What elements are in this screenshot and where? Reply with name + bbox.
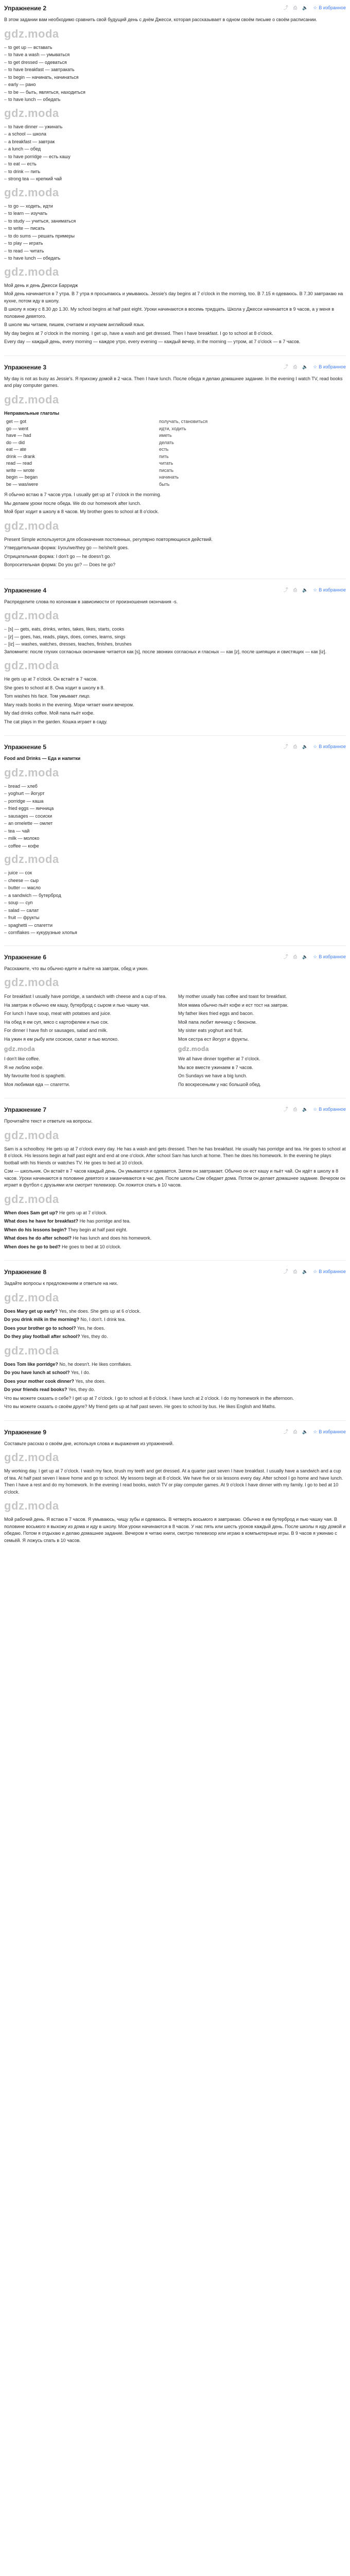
exercise-toolbar [284, 954, 346, 961]
paragraph: В школу я хожу с 8.30 до 1.30. My school begins at half past eight. Уроки начинаются в восемь тридцать. Школа у Джесси начинается в 9 часов, а у меня в половине девятого. [4, 307, 334, 319]
site-watermark: gdz.moda [4, 393, 59, 406]
list-item: – to learn — изучать [4, 210, 346, 217]
share-icon[interactable]: ⤴ [283, 1429, 288, 1434]
verb-form: be — was/were [6, 481, 39, 487]
list-item: – bread — хлеб [4, 783, 346, 790]
paragraph: My father likes fried eggs and bacon. [178, 1011, 254, 1016]
qa-list [4, 1210, 346, 1251]
example-sentence: My dad drinks coffee. Мой папа пьёт кофе. [4, 710, 95, 716]
table-row [4, 432, 346, 439]
paragraph: Мы делаем уроки после обеда. We do our homework after lunch. [4, 500, 141, 506]
question: Do you have lunch at school? [4, 1370, 70, 1375]
paragraph: Моя мама обычно пьёт кофе и ест тост на завтрак. [178, 1002, 289, 1008]
list-item: – a lunch — обед [4, 146, 346, 153]
right-column [178, 993, 346, 1090]
question: What does he have for breakfast? [4, 1218, 79, 1224]
paragraph: Я не люблю кофе. [4, 1064, 44, 1070]
paragraph: My day begins at 7 o'clock in the morning. I get up, have a wash and get dressed. Then I have breakfast. I go to school at 8 o'clock. [4, 330, 273, 336]
qa-item [4, 1244, 346, 1251]
exercise-title: Упражнение 6 [4, 953, 46, 961]
verb-translation: получать, становиться [159, 419, 208, 424]
list-item: – a school — школа [4, 131, 346, 138]
paragraph: По воскресеньям у нас большой обед. [178, 1081, 261, 1087]
list-item: – to have lunch — обедать [4, 255, 346, 262]
share-icon[interactable]: ⤴ [283, 954, 288, 959]
verb-translation: идти, ходить [159, 426, 186, 431]
exercise-intro: Прочитайте текст и ответьте на вопросы. [4, 1118, 93, 1124]
paragraph: Что вы можете сказать о своём друге? My friend gets up at half past seven. He goes to school by bus. He likes English and Maths. [4, 1404, 276, 1409]
print-icon[interactable]: ⎙ [293, 1269, 297, 1275]
favorites-label: В избранное [319, 744, 346, 750]
paragraph: On Sundays we have a big lunch. [178, 1073, 248, 1078]
list-item: – to study — учиться, заниматься [4, 218, 346, 225]
share-icon[interactable]: ⤴ [283, 364, 288, 369]
star-icon: ☆ [313, 1269, 318, 1275]
share-icon[interactable]: ⤴ [283, 1269, 288, 1275]
print-icon[interactable]: ⎙ [293, 587, 297, 592]
list-item: – butter — масло [4, 885, 346, 892]
list-item: – [z] — goes, has, reads, plays, does, comes, learns, sings [4, 634, 346, 641]
exercise-section [4, 359, 346, 575]
paragraph: My sister eats yoghurt and fruit. [178, 1028, 243, 1033]
list-item: – [iz] — washes, watches, dresses, teaches, finishes, brushes [4, 641, 346, 648]
paragraph: Моя сестра ест йогурт и фрукты. [178, 1036, 249, 1042]
list-item: – cornflakes — кукурузные хлопья [4, 929, 346, 937]
paragraph: Что вы можете сказать о себе? I get up at 7 o'clock. I go to school at 8 o'clock. I have lunch at 2 o'clock. I do my homework in the afternoon. [4, 1395, 294, 1401]
two-column-text [4, 993, 346, 1090]
paragraph: Вопросительная форма: Do you go? — Does he go? [4, 562, 116, 567]
verb-form: write — wrote [6, 467, 35, 473]
table-row [4, 481, 346, 488]
star-icon: ☆ [313, 954, 318, 959]
exercise-intro: В этом задании вам необходимо сравнить свой будущий день с днём Джесси, которая рассказывает в одном своём письме о своём расписании. [4, 17, 317, 22]
paragraph: My mother usually has coffee and toast for breakfast. [178, 994, 287, 999]
list-item: – a sandwich — бутерброд [4, 892, 346, 900]
answer: They begin at half past eight. [67, 1227, 128, 1232]
exercise-title: Упражнение 9 [4, 1428, 46, 1436]
site-watermark: gdz.moda [4, 1344, 59, 1357]
exercise-title: Упражнение 2 [4, 5, 46, 12]
verb-translation: писать [159, 467, 174, 473]
example-sentence: Tom washes his face. Том умывает лицо. [4, 693, 91, 699]
site-watermark: gdz.moda [4, 1045, 35, 1053]
question: When does he go to bed? [4, 1244, 61, 1249]
exercise-intro: Составьте рассказ о своём дне, используя слова и выражения из упражнений. [4, 1440, 174, 1446]
table-row [4, 460, 346, 467]
qa-item [4, 1369, 346, 1377]
list-item: – [s] — gets, eats, drinks, writes, takes, likes, starts, cooks [4, 626, 346, 633]
verb-translation: быть [159, 481, 170, 487]
qa-item [4, 1386, 346, 1394]
list-item: – strong tea — крепкий чай [4, 176, 346, 183]
table-row [4, 439, 346, 447]
list-item: – to get up — вставать [4, 44, 346, 52]
paragraph: Every day — каждый день, every morning — каждое утро, every evening — каждый вечер, in the morning — утром, at 7 o'clock — в 7 часов. [4, 339, 301, 344]
answer: No, I don't. I drink tea. [80, 1317, 126, 1322]
list-item: – cheese — сыр [4, 877, 346, 885]
list-item: – juice — сок [4, 870, 346, 877]
list-item: – to do sums — решать примеры [4, 233, 346, 240]
answer: Yes, she does. She gets up at 6 o'clock. [59, 1308, 141, 1314]
qa-item [4, 1316, 346, 1324]
print-icon[interactable]: ⎙ [293, 364, 297, 369]
verb-form: get — got [6, 419, 27, 424]
exercise-section [4, 1424, 346, 1551]
site-watermark: gdz.moda [4, 659, 59, 672]
share-icon[interactable]: ⤴ [283, 744, 288, 750]
list-item: – salad — салат [4, 907, 346, 914]
qa-item [4, 1218, 346, 1225]
exercise-title: Упражнение 4 [4, 586, 46, 594]
question: Do they play football after school? [4, 1334, 80, 1339]
left-column [4, 993, 172, 1090]
answer: Yes, I do. [71, 1370, 91, 1375]
site-watermark: gdz.moda [4, 766, 59, 779]
exercise-intro: Распределите слова по колонкам в зависимости от произношения окончания -s. [4, 599, 178, 604]
question: Does your mother cook dinner? [4, 1378, 75, 1384]
exercise-title: Упражнение 8 [4, 1268, 46, 1276]
share-icon[interactable]: ⤴ [283, 1107, 288, 1112]
qa-item [4, 1333, 346, 1341]
favorites-label: В избранное [319, 1269, 346, 1275]
table-row [4, 453, 346, 461]
answer: Yes, they do. [81, 1334, 108, 1339]
question: When does Sam get up? [4, 1210, 58, 1215]
speaker-icon[interactable]: 🔈 [302, 1107, 308, 1112]
star-icon: ☆ [313, 744, 318, 750]
list-item: – to play — играть [4, 240, 346, 247]
section-divider [4, 945, 346, 946]
share-icon[interactable]: ⤴ [283, 587, 288, 592]
paragraph: На завтрак я обычно ем кашу, бутерброд с сыром и пью чашку чая. [4, 1002, 150, 1008]
exercise-header [4, 1267, 346, 1277]
exercise-section [4, 1101, 346, 1257]
verb-translation: есть [159, 447, 169, 452]
site-watermark: gdz.moda [4, 265, 59, 278]
exercise-toolbar [284, 1268, 346, 1276]
verb-translation: пить [159, 453, 169, 459]
star-icon: ☆ [313, 1429, 318, 1434]
add-to-favorites-button[interactable] [313, 743, 346, 751]
favorites-label: В избранное [319, 1429, 346, 1434]
list-item: – fried eggs — яичница [4, 805, 346, 812]
list-item: – a breakfast — завтрак [4, 139, 346, 146]
add-to-favorites-button[interactable] [313, 1106, 346, 1113]
paragraph: Мы все вместе ужинаем в 7 часов. [178, 1064, 253, 1070]
favorites-label: В избранное [319, 5, 346, 11]
list-item: – yoghurt — йогурт [4, 790, 346, 798]
question: Do you drink milk in the morning? [4, 1317, 80, 1322]
answer: He has porridge and tea. [79, 1218, 131, 1224]
example-sentence: She goes to school at 8. Она ходит в школу в 8. [4, 685, 105, 690]
table-row [4, 446, 346, 453]
paragraph: My working day. I get up at 7 o'clock. I wash my face, brush my teeth and get dressed. At a quarter past seven I have breakfast. I usually have a sandwich and a cup of tea. At half past seven I leave home and go to school. My lessons begin at 8 o'clock. We have five or six lessons every day. After school I go home and have lunch. Then I have a rest and do my homework. In the evening I read books, watch TV or play computer games. At 9 o'clock I have dinner with my family. I go to bed at 10 o'clock. [4, 1468, 343, 1495]
print-icon[interactable]: ⎙ [293, 1429, 297, 1434]
verb-form: have — had [6, 433, 31, 438]
site-watermark: gdz.moda [4, 106, 59, 120]
example-sentence: Mary reads books in the evening. Мэри читает книги вечером. [4, 702, 134, 707]
favorites-label: В избранное [319, 1107, 346, 1112]
paragraph: Сэм — школьник. Он встаёт в 7 часов каждый день. Он умывается и одевается. Затем он завтракает. Обычно он ест кашу и пьёт чай. Он идёт в школу в 8 часов. Уроки начинаются в половине девятого и заканчиваются в час дня. После школы Сэм обедает дома. Потом он делает домашнее задание. Вечером он играет в футбол с друзьями или смотрит телевизор. Он ложится спать в 10 часов. [4, 1168, 345, 1188]
table-row [4, 474, 346, 481]
star-icon: ☆ [313, 587, 318, 592]
star-icon: ☆ [313, 364, 318, 369]
list-item: – spaghetti — спагетти [4, 922, 346, 929]
print-icon[interactable]: ⎙ [293, 1107, 297, 1112]
paragraph: Present Simple используется для обозначения постоянных, регулярно повторяющихся действий. [4, 536, 213, 542]
share-icon[interactable]: ⤴ [283, 5, 288, 11]
table-row [4, 426, 346, 433]
exercise-toolbar [284, 1106, 346, 1113]
question: What does he do after school? [4, 1235, 72, 1241]
list-item: – to have porridge — есть кашу [4, 154, 346, 161]
example-sentence: He gets up at 7 o'clock. Он встаёт в 7 часов. [4, 676, 98, 682]
paragraph: We all have dinner together at 7 o'clock. [178, 1056, 260, 1061]
paragraph: Мой день начинается в 7 утра. В 7 утра я просыпаюсь и умываюсь. Jessie's day begins at 7 o'clock in the morning, too. В 7.15 я одеваюсь. В 7.30 завтракаю на кухне, потом иду в школу. [4, 291, 343, 303]
section-divider [4, 735, 346, 736]
qa-item [4, 1378, 346, 1385]
site-watermark: gdz.moda [178, 1045, 209, 1053]
question: When do his lessons begin? [4, 1227, 67, 1232]
exercise-toolbar [284, 364, 346, 371]
qa-item [4, 1361, 346, 1368]
list-item: – to have breakfast — завтракать [4, 66, 346, 74]
exercise-intro: Food and Drinks — Еда и напитки [4, 756, 81, 761]
site-watermark: gdz.moda [4, 1192, 59, 1206]
speaker-icon[interactable]: 🔈 [302, 954, 308, 959]
exercise-title: Упражнение 7 [4, 1106, 46, 1113]
exercise-section [4, 949, 346, 1095]
list-item: – milk — молоко [4, 835, 346, 842]
paragraph: For breakfast I usually have porridge, a sandwich with cheese and a cup of tea. [4, 994, 167, 999]
print-icon[interactable]: ⎙ [293, 744, 297, 750]
list-item: – soup — суп [4, 900, 346, 907]
site-watermark: gdz.moda [4, 1499, 59, 1512]
paragraph: Sam is a schoolboy. He gets up at 7 o'clock every day. He has a wash and gets dressed. Then he has breakfast. He usually has porridge and tea. He goes to school at 8 o'clock. His lessons begin at half past eight and end at one o'clock. After school Sam has lunch at home. Then he does his homework. In the evening he plays football with his friends or watches TV. He goes to bed at 10 o'clock. [4, 1146, 346, 1165]
verb-form: do — did [6, 439, 25, 445]
exercise-section [4, 582, 346, 733]
add-to-favorites-button[interactable] [313, 364, 346, 371]
list-item: – to read — читать [4, 248, 346, 255]
verb-form: go — went [6, 426, 29, 431]
paragraph: Моя любимая еда — спагетти. [4, 1081, 70, 1087]
site-watermark: gdz.moda [4, 976, 59, 989]
exercise-section [4, 1264, 346, 1417]
exercise-header [4, 585, 346, 596]
table-row [4, 467, 346, 474]
paragraph: На обед я ем суп, мясо с картофелем и пью сок. [4, 1019, 109, 1025]
paragraph: Мой рабочий день. Я встаю в 7 часов. Я умываюсь, чищу зубы и одеваюсь. В четверть восьмого я завтракаю. Обычно я ем бутерброд и пью чашку чая. В половине восьмого я выхожу из дома и иду в школу. Мои уроки начинаются в 8 часов. У нас пять или шесть уроков каждый день. После школы я иду домой и обедаю. Потом я отдыхаю и делаю домашнее задание. Вечером я читаю книги, смотрю телевизор или играю в компьютерные игры. В 9 часов я ужинаю с семьёй. Я ложусь спать в 10 часов. [4, 1517, 346, 1543]
list-item: – to go — ходить, идти [4, 203, 346, 210]
vocabulary-list [4, 44, 346, 262]
list-item: – to get dressed — одеваться [4, 59, 346, 66]
list-item: – to have lunch — обедать [4, 96, 346, 104]
question: Does Tom like porridge? [4, 1361, 58, 1367]
exercise-toolbar [284, 5, 346, 12]
speaker-icon[interactable]: 🔈 [302, 1429, 308, 1434]
site-watermark: gdz.moda [4, 1291, 59, 1304]
list-item: – coffee — кофе [4, 843, 346, 850]
site-watermark: gdz.moda [4, 1128, 59, 1142]
site-watermark: gdz.moda [4, 519, 59, 532]
qa-item [4, 1235, 346, 1242]
verb-translation: начинать [159, 474, 179, 480]
speaker-icon[interactable]: 🔈 [302, 587, 308, 592]
list-item: – to begin — начинать, начинаться [4, 74, 346, 81]
exercise-header [4, 1105, 346, 1115]
list-item: – to have dinner — ужинать [4, 124, 346, 131]
paragraph: My favourite food is spaghetti. [4, 1073, 66, 1078]
list-item: – fruit — фрукты [4, 914, 346, 922]
section-divider [4, 1260, 346, 1261]
section-divider [4, 1420, 346, 1421]
verb-translation: читать [159, 461, 173, 466]
verb-table [4, 418, 346, 488]
favorites-label: В избранное [319, 364, 346, 369]
list-item: – early — рано [4, 81, 346, 89]
qa-item [4, 1325, 346, 1332]
star-icon: ☆ [313, 5, 318, 11]
site-watermark: gdz.moda [4, 609, 59, 622]
exercise-title: Упражнение 3 [4, 363, 46, 371]
paragraph: На ужин я ем рыбу или сосиски, салат и пью молоко. [4, 1036, 119, 1042]
paragraph: Запомните: после глухих согласных окончание читается как [s], после звонких согласных и гласных — как [z], после шипящих и свистящих — как [iz]. [4, 649, 327, 654]
favorites-label: В избранное [319, 587, 346, 592]
paragraph: For dinner I have fish or sausages, salad and milk. [4, 1028, 108, 1033]
list-item: – to drink — пить [4, 168, 346, 176]
speaker-icon[interactable]: 🔈 [302, 5, 308, 11]
answer: He goes to bed at 10 o'clock. [62, 1244, 121, 1249]
paragraph: Мой брат ходит в школу в 8 часов. My brother goes to school at 8 o'clock. [4, 509, 159, 514]
example-sentence: The cat plays in the garden. Кошка играет в саду. [4, 719, 108, 724]
list-item: – sausages — сосиски [4, 813, 346, 820]
exercise-intro: Задайте вопросы к предложениям и ответьте на них. [4, 1281, 118, 1286]
question: Does Mary get up early? [4, 1308, 58, 1314]
verb-form: eat — ate [6, 447, 27, 452]
answer: Yes, he does. [77, 1325, 106, 1331]
print-icon[interactable]: ⎙ [293, 954, 297, 959]
answer: Yes, they do. [68, 1387, 95, 1392]
paragraph: Я обычно встаю в 7 часов утра. I usually get up at 7 o'clock in the morning. [4, 492, 162, 497]
paragraph: Мой папа любит яичницу с беконом. [178, 1019, 257, 1025]
list-item: – to eat — есть [4, 161, 346, 168]
text-heading: Мой день и день Джесси Барридж [4, 282, 78, 288]
exercise-intro: Расскажите, что вы обычно едите и пьёте на завтрак, обед и ужин. [4, 965, 149, 971]
exercise-toolbar [284, 1429, 346, 1436]
list-item: – tea — чай [4, 828, 346, 835]
paragraph: Отрицательная форма: I don't go — he doesn't go. [4, 553, 111, 559]
exercise-intro: My day is not as busy as Jessie's. Я прихожу домой в 2 часа. Then I have lunch. После обеда я делаю домашнее задание. In the evening I watch TV, read books and play computer games. [4, 376, 343, 388]
speaker-icon[interactable]: 🔈 [302, 744, 308, 750]
exercise-toolbar [284, 743, 346, 751]
verb-translation: иметь [159, 433, 172, 438]
qa-list [4, 1308, 346, 1394]
list-item: – porridge — каша [4, 798, 346, 805]
exercise-header [4, 742, 346, 752]
table-title: Неправильные глаголы [4, 410, 59, 416]
answer: Yes, she does. [75, 1378, 106, 1384]
qa-item [4, 1210, 346, 1217]
list-item: – to write — писать [4, 225, 346, 232]
qa-item [4, 1227, 346, 1234]
verb-form: begin — began [6, 474, 38, 480]
exercise-section [4, 0, 346, 352]
section-divider [4, 355, 346, 356]
favorites-label: В избранное [319, 954, 346, 959]
site-watermark: gdz.moda [4, 1451, 59, 1464]
question: Do your friends read books? [4, 1387, 67, 1392]
add-to-favorites-button[interactable] [313, 587, 346, 594]
site-watermark: gdz.moda [4, 853, 59, 866]
paragraph: Утвердительная форма: I/you/we/they go — he/she/it goes. [4, 545, 129, 550]
paragraph: I don't like coffee. [4, 1056, 40, 1061]
answer: He has lunch and does his homework. [73, 1235, 152, 1241]
list-item: – to be — быть, являться, находиться [4, 89, 346, 96]
add-to-favorites-button[interactable] [313, 1429, 346, 1436]
site-watermark: gdz.moda [4, 185, 59, 199]
verb-form: drink — drank [6, 453, 36, 459]
paragraph: В школе мы читаем, пишем, считаем и изучаем английский язык. [4, 322, 145, 327]
add-to-favorites-button[interactable] [313, 1268, 346, 1276]
site-watermark: gdz.moda [4, 27, 59, 40]
verb-translation: делать [159, 439, 174, 445]
add-to-favorites-button[interactable] [313, 954, 346, 961]
exercise-header [4, 3, 346, 13]
question: Does your brother go to school? [4, 1325, 76, 1331]
exercise-title: Упражнение 5 [4, 743, 46, 751]
exercise-header [4, 1427, 346, 1437]
star-icon: ☆ [313, 1107, 318, 1112]
speaker-icon[interactable]: 🔈 [302, 364, 308, 369]
list-item: – an omelette — омлет [4, 820, 346, 827]
table-row [4, 418, 346, 426]
print-icon[interactable]: ⎙ [293, 5, 297, 11]
exercise-toolbar [284, 587, 346, 594]
answer: He gets up at 7 o'clock. [59, 1210, 108, 1215]
list-item: – to have a wash — умываться [4, 52, 346, 59]
answer: No, he doesn't. He likes cornflakes. [59, 1361, 132, 1367]
verb-form: read — read [6, 461, 32, 466]
exercise-header [4, 362, 346, 372]
qa-item [4, 1308, 346, 1315]
exercise-header [4, 952, 346, 962]
exercise-section [4, 739, 346, 942]
speaker-icon[interactable]: 🔈 [302, 1269, 308, 1275]
add-to-favorites-button[interactable] [313, 5, 346, 12]
paragraph: For lunch I have soup, meat with potatoes and juice. [4, 1011, 112, 1016]
